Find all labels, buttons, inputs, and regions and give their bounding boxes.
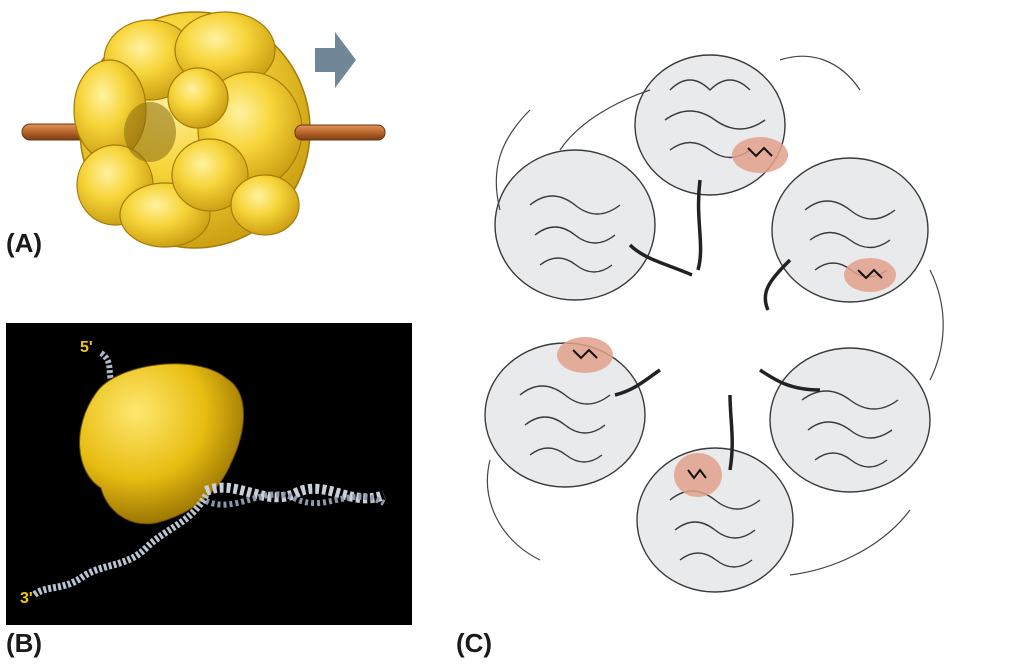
panel-a-label: (A) bbox=[6, 228, 43, 258]
panel-a-illustration bbox=[0, 0, 400, 260]
atp-site-1 bbox=[732, 137, 788, 173]
five-prime-label: 5' bbox=[80, 339, 93, 356]
panel-b-label: (B) bbox=[6, 628, 43, 658]
subunit-lower-right bbox=[770, 348, 930, 492]
hexamer-ribbon bbox=[430, 30, 990, 630]
subunit-top bbox=[635, 55, 785, 195]
helicase-density bbox=[80, 364, 244, 524]
three-prime-label: 3' bbox=[20, 590, 33, 607]
panel-c-ribbon-structure bbox=[430, 30, 990, 630]
helicase-dna-render bbox=[6, 323, 412, 625]
helicase-body bbox=[74, 12, 310, 248]
atp-site-3 bbox=[674, 453, 722, 497]
helicase-cartoon bbox=[0, 0, 400, 260]
arrow-right-icon bbox=[315, 32, 356, 88]
subunit-upper-left bbox=[495, 150, 655, 300]
dna-rod-right bbox=[295, 125, 385, 140]
panel-b-image bbox=[6, 323, 412, 625]
panel-c-label: (C) bbox=[456, 628, 493, 658]
